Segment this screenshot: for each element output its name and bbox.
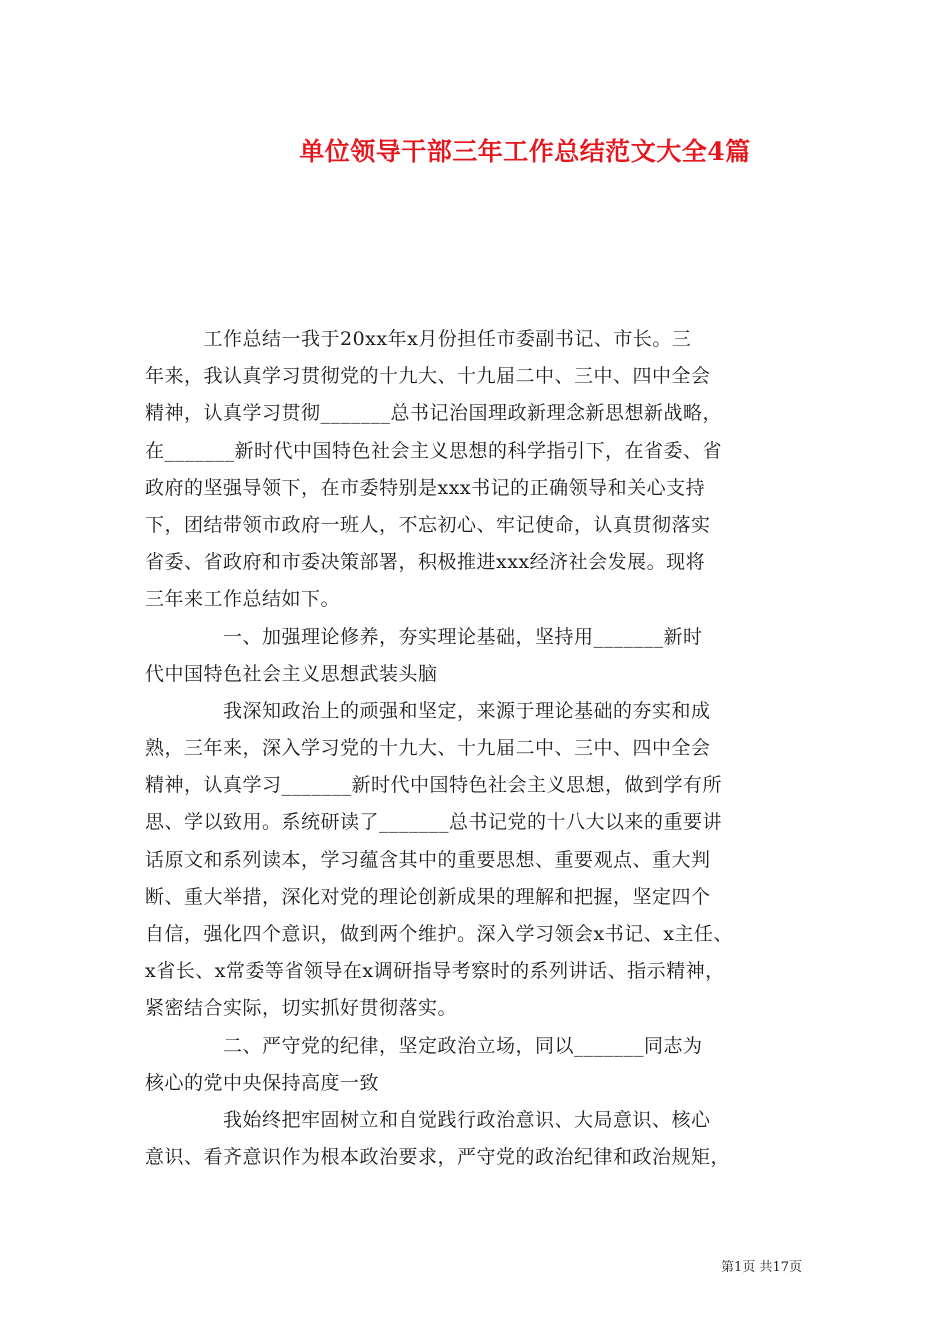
body-line: 我深知政治上的顽强和坚定，来源于理论基础的夯实和成: [145, 699, 711, 722]
page-number: 第1页 共17页: [721, 1260, 802, 1275]
body-line: 省委、省政府和市委决策部署，积极推进xxx经济社会发展。现将: [145, 551, 706, 574]
body-line: 精神，认真学习贯彻_______总书记治国理政新理念新思想新战略，: [145, 402, 723, 425]
body-line: 意识、看齐意识作为根本政治要求，严守党的政治纪律和政治规矩，: [145, 1146, 731, 1169]
body-line: 自信，强化四个意识，做到两个维护。深入学习领会x书记、x主任、: [145, 923, 733, 945]
body-line: 熟，三年来，深入学习党的十九大、十九届二中、三中、四中全会: [145, 737, 711, 760]
body-line: 紧密结合实际，切实抓好贯彻落实。: [145, 997, 458, 1020]
body-line: 思、学以致用。系统研读了_______总书记党的十八大以来的重要讲: [145, 811, 723, 834]
body-line: 政府的坚强导领下，在市委特别是xxx书记的正确领导和关心支持: [145, 476, 706, 499]
section-heading-line: 二、严守党的纪律，坚定政治立场，同以_______同志为: [145, 1034, 703, 1057]
section-heading-line: 核心的党中央保持高度一致: [145, 1071, 380, 1094]
document-title: 单位领导干部三年工作总结范文大全4篇: [299, 137, 751, 166]
body-line: 精神，认真学习_______新时代中国特色社会主义思想，做到学有所: [145, 774, 723, 797]
body-line: 我始终把牢固树立和自觉践行政治意识、大局意识、核心: [145, 1108, 711, 1131]
body-line: 断、重大举措，深化对党的理论创新成果的理解和把握，坚定四个: [145, 885, 711, 908]
section-heading-line: 一、加强理论修养，夯实理论基础，坚持用_______新时: [145, 625, 703, 648]
body-line: 工作总结一我于20xx年x月份担任市委副书记、市长。三: [145, 328, 692, 350]
body-line: 年来，我认真学习贯彻党的十九大、十九届二中、三中、四中全会: [145, 365, 711, 388]
body-line: 三年来工作总结如下。: [145, 588, 341, 611]
body-line: 在_______新时代中国特色社会主义思想的科学指引下，在省委、省: [145, 439, 723, 462]
section-heading-line: 代中国特色社会主义思想武装头脑: [145, 662, 438, 685]
document-body: [145, 321, 810, 1176]
body-line: x省长、x常委等省领导在x调研指导考察时的系列讲话、指示精神，: [145, 960, 725, 983]
body-line: 话原文和系列读本，学习蕴含其中的重要思想、重要观点、重大判: [145, 848, 711, 871]
body-line: 下，团结带领市政府一班人，不忘初心、牢记使命，认真贯彻落实: [145, 513, 711, 536]
